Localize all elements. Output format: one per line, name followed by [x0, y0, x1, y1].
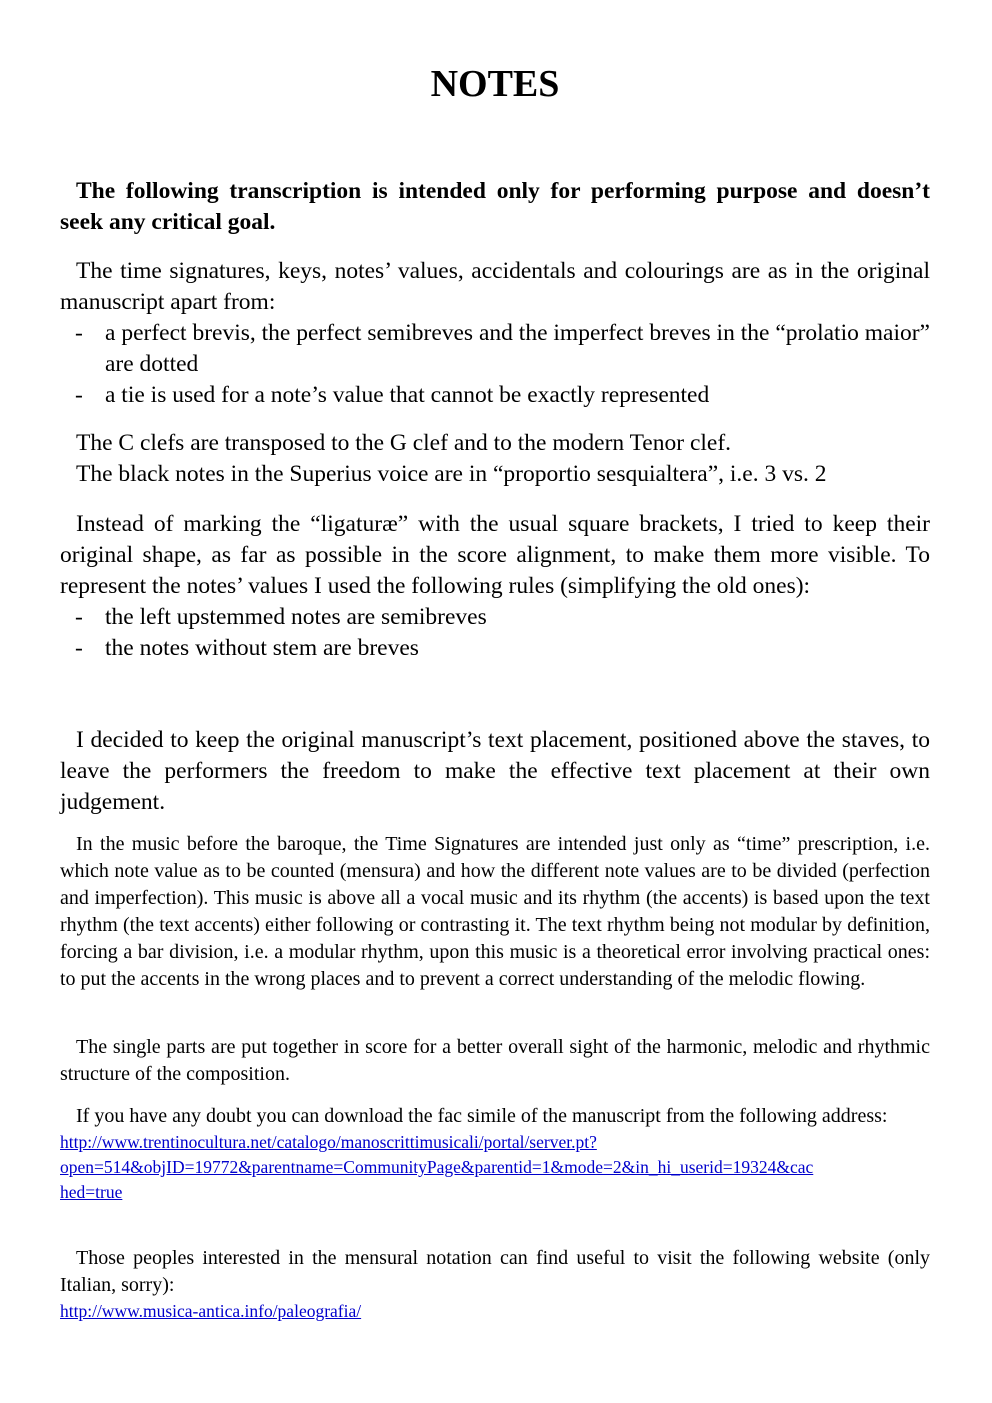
manuscript-link-line-1: http://www.trentinocultura.net/catalogo/manoscrittimusicali/portal/server.pt?: [60, 1132, 597, 1152]
manuscript-link-line-2: open=514&objID=19772&parentname=CommunityPage&parentid=1&mode=2&in_hi_userid=19324&cac: [60, 1157, 814, 1177]
ligatures-paragraph: Instead of marking the “ligaturæ” with the usual square brackets, I tried to keep their original shape, as far as possible in the score alignment, to make them more visible. To represent the notes’ values I used the following rules (simplifying the old ones):: [60, 511, 930, 599]
mensura-paragraph: In the music before the baroque, the Time Signatures are intended just only as “time” prescription, i.e. which note value as to be counted (mensura) and how the different note values are to be divided (perfection and imperfection). This music is above all a vocal music and its rhythm (the accents) is based upon the text rhythm (the text accents) either following or contrasting it. The text rhythm being not modular by definition, forcing a bar division, i.e. a modular rhythm, upon this music is a theoretical error involving practical ones: to put the accents in the wrong places and to prevent a correct understanding of the melodic flowing.: [60, 833, 930, 990]
section-ligatures: [60, 509, 930, 664]
list-item: - a perfect brevis, the perfect semibreves and the imperfect breves in the “prolatio maior” are dotted: [75, 320, 930, 377]
intro-paragraph-block: [60, 176, 930, 238]
paleografia-link[interactable]: http://www.musica-antica.info/paleografia/: [60, 1301, 362, 1321]
website-paragraph: Those peoples interested in the mensural notation can find useful to visit the following website (only Italian, sorry):: [60, 1247, 930, 1296]
score-paragraph: The single parts are put together in score for a better overall sight of the harmonic, melodic and rhythmic structure of the composition.: [60, 1036, 930, 1085]
list-item: - the left upstemmed notes are semibreves: [75, 604, 487, 630]
page-title: NOTES: [430, 63, 560, 105]
black-notes-line: The black notes in the Superius voice are in “proportio sesquialtera”, i.e. 3 vs. 2: [76, 461, 827, 487]
section-time-signatures-note: [60, 831, 930, 993]
section-website: [60, 1245, 930, 1324]
rules-list: [60, 602, 930, 664]
section-time-signatures: [60, 256, 930, 411]
intro-paragraph: The following transcription is intended only for performing purpose and doesn’t seek any critical goal.: [60, 178, 930, 235]
section-score: [60, 1034, 930, 1088]
clefs-line: The C clefs are transposed to the G clef and to the modern Tenor clef.: [76, 430, 732, 456]
download-paragraph: If you have any doubt you can download the fac simile of the manuscript from the following address:: [76, 1105, 888, 1127]
manuscript-link[interactable]: [60, 1130, 930, 1205]
list-item: - the notes without stem are breves: [75, 635, 419, 661]
list-item: - a tie is used for a note’s value that cannot be exactly represented: [75, 382, 710, 408]
manuscript-link-line-3: hed=true: [60, 1182, 123, 1202]
time-signatures-paragraph: The time signatures, keys, notes’ values, accidentals and colourings are as in the original manuscript apart from:: [60, 258, 930, 315]
exceptions-list: [60, 318, 930, 411]
section-text-placement: [60, 725, 930, 818]
text-placement-paragraph: I decided to keep the original manuscript’s text placement, positioned above the staves, to leave the performers the freedom to make the effective text placement at their own judgement.: [60, 727, 930, 815]
section-download: [60, 1103, 930, 1205]
section-clefs: [60, 428, 930, 490]
